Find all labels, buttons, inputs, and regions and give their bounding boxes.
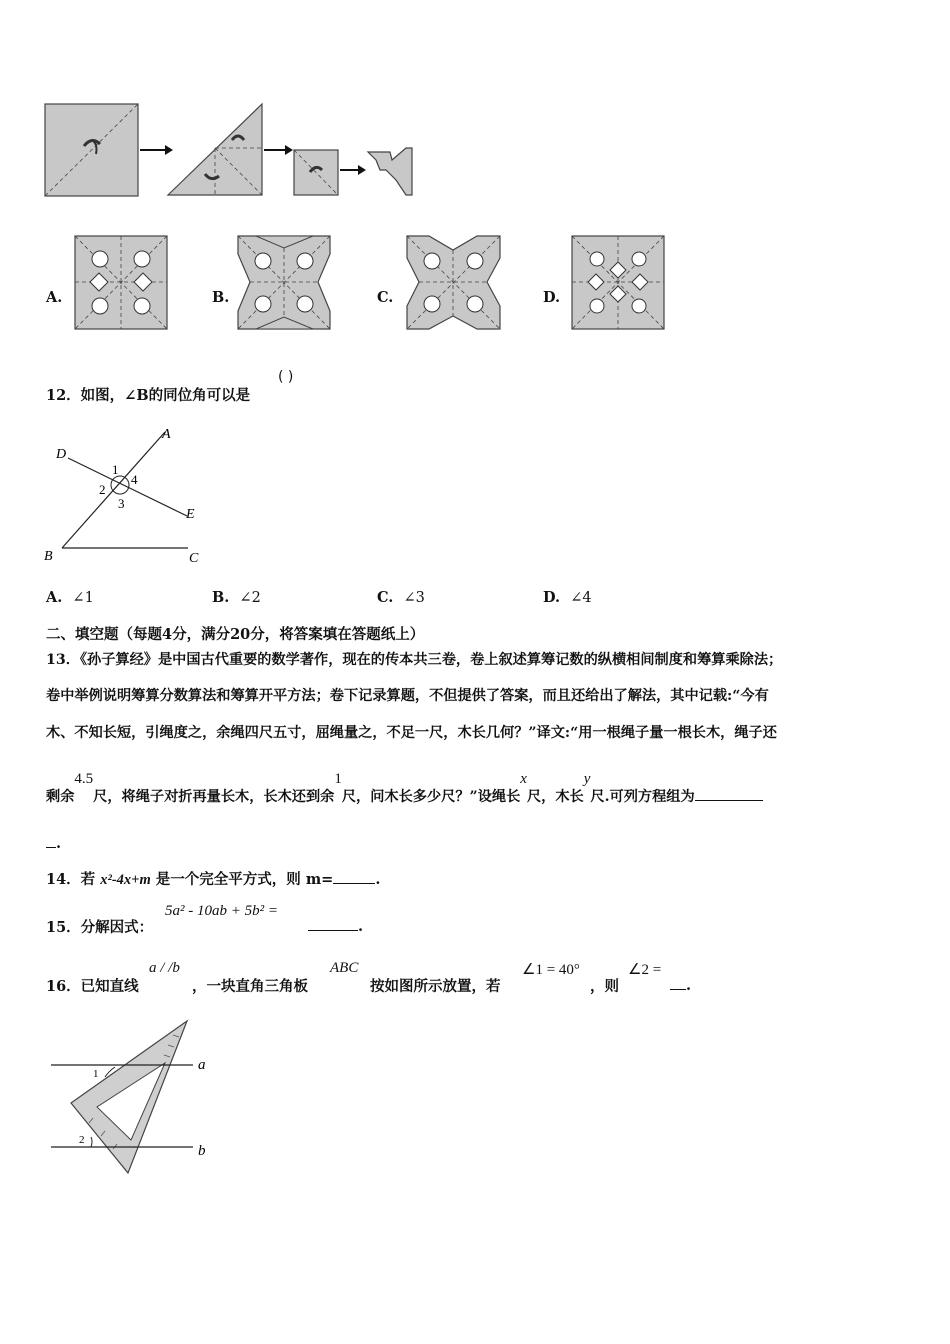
q12-option-c: C. ∠3 (377, 589, 425, 606)
q14-expression: x²-4x+m (100, 872, 151, 888)
q16-blank-row: . (670, 975, 691, 994)
q13-var-y: y (583, 771, 591, 787)
q13-num-1: 1 (334, 771, 342, 787)
q16-mid: ，一块直角三角板 (192, 978, 308, 995)
q16-label-2: 2 (79, 1134, 85, 1146)
q14: 14．若 x²-4x+m 是一个完全平方式，则 m= . (46, 871, 381, 888)
q16-label-1: 1 (93, 1068, 99, 1080)
q16-label-a: a (198, 1057, 206, 1073)
q13-answer-blank-cont[interactable] (46, 833, 56, 848)
q11-option-b-label: B. (212, 289, 230, 306)
q12-stem: 12．如图，∠B的同位角可以是 (46, 387, 251, 404)
q12-label-a: A (162, 427, 171, 442)
q12-label-d: D (56, 447, 67, 462)
q16-mid2: 按如图所示放置，若 (370, 978, 501, 995)
q12-option-d: D. ∠4 (543, 589, 592, 606)
q12-angle-figure (40, 420, 220, 570)
q16-parallel: a / /b (149, 960, 180, 976)
q11-option-d-figure (572, 236, 665, 330)
q15-prefix: 15．分解因式： (46, 919, 154, 936)
q16-angle-2: ∠2 = (628, 962, 662, 978)
q13-line-1: 13．《孙子算经》是中国古代重要的数学著作，现在的传本共三卷，卷上叙述算筹记数的纵横相间制度和筹算乘除法； (46, 652, 783, 668)
q12-label-3: 3 (118, 496, 125, 511)
q11-option-b-figure (238, 236, 331, 330)
q16-triangle-ruler-figure (45, 1015, 225, 1180)
q16-angle-1: ∠1 = 40° (522, 962, 580, 978)
q16-abc: ABC (330, 960, 359, 976)
q12-option-a: A. ∠1 (46, 589, 94, 606)
q16-answer-blank[interactable] (670, 975, 686, 990)
q12-label-b: B (44, 549, 53, 564)
q13-line-5: . (46, 833, 61, 852)
q16-mid3: ，则 (590, 978, 619, 995)
q12-label-c: C (189, 551, 199, 566)
q13-answer-blank[interactable] (695, 786, 763, 801)
q13-var-x: x (520, 771, 527, 787)
q11-option-a-label: A. (46, 289, 63, 306)
q15-blank-row: . (308, 916, 363, 935)
q11-option-c-figure (407, 236, 501, 330)
q11-option-d-label: D. (543, 289, 561, 306)
q12-label-2: 2 (99, 482, 106, 497)
q16-label-b: b (198, 1143, 206, 1159)
q11-option-c-label: C. (377, 289, 394, 306)
q14-answer-blank[interactable] (333, 869, 375, 884)
q13-line-2: 卷中举例说明筹算分数算法和筹算开平方法；卷下记录算题，不但提供了答案，而且还给出了解法，其中记载:“今有 (46, 688, 769, 704)
q12-option-b: B. ∠2 (212, 589, 261, 606)
q16-prefix: 16．已知直线 (46, 978, 139, 995)
q12-answer-paren: ( ) (278, 369, 294, 385)
q12-label-4: 4 (131, 472, 138, 487)
q11-option-a-figure (75, 236, 168, 330)
folding-sequence-figure (40, 100, 420, 200)
q13-num-4-5: 4.5 (74, 771, 94, 787)
q12-label-1: 1 (112, 462, 119, 477)
q13-line-3: 木、不知长短，引绳度之，余绳四尺五寸，屈绳量之，不足一尺，木长几何？”译文:“用一根绳子量一根长木，绳子还 (46, 725, 777, 741)
q15-answer-blank[interactable] (308, 916, 358, 931)
q15-expression: 5a² - 10ab + 5b² = (165, 903, 278, 919)
q13-line-4: 剩余4.5尺，将绳子对折再量长木，长木还到余1尺，问木长多少尺？”设绳长x尺，木长y尺.可列方程组为 (46, 786, 763, 806)
q12-label-e: E (186, 507, 195, 522)
section-2-title: 二、填空题（每题4分，满分20分，将答案填在答题纸上） (46, 626, 425, 643)
